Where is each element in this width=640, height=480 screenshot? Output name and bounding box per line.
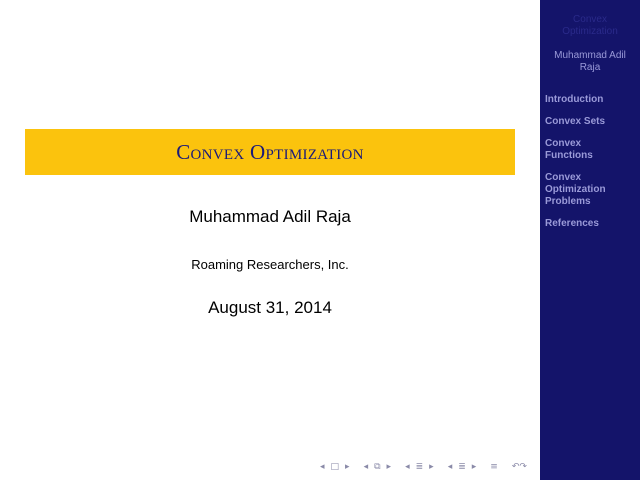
slide-title: Convex Optimization — [176, 139, 364, 164]
frame-icon[interactable]: □ — [330, 462, 340, 472]
sidebar-item-convex-functions[interactable] — [545, 138, 637, 162]
frame-prev-icon[interactable]: ◂ — [320, 462, 325, 472]
sidebar-item-convex-sets[interactable] — [545, 116, 637, 128]
beamer-navigation-controls — [318, 462, 529, 472]
subsection-prev-icon[interactable]: ◂ — [447, 462, 453, 472]
subsection-icon[interactable]: ≣ — [458, 462, 466, 472]
search-back-forward-icon[interactable]: ↶↷ — [511, 462, 527, 472]
sidebar-author-line: Raja — [579, 62, 601, 73]
sidebar-title-line: Convex — [573, 14, 607, 25]
sidebar-item-label: Functions — [545, 150, 593, 161]
sidebar-item-label: Convex Sets — [545, 116, 606, 127]
frame-next-icon[interactable]: ▸ — [345, 462, 350, 472]
sidebar-author-line: Muhammad Adil — [554, 50, 626, 61]
sidebar-title[interactable] — [540, 14, 640, 38]
sidebar-item-convex-optimization-problems[interactable] — [545, 172, 637, 208]
sidebar-item-introduction[interactable] — [545, 94, 637, 106]
sidebar-author — [540, 50, 640, 74]
sidebar-item-label: Optimization — [545, 184, 606, 195]
subframe-prev-icon[interactable]: ◂ — [363, 462, 369, 472]
slide-author: Muhammad Adil Raja — [189, 207, 351, 226]
sidebar-item-label: Problems — [545, 196, 591, 207]
sidebar-nav — [545, 94, 637, 240]
sidebar-item-references[interactable] — [545, 218, 637, 230]
subframe-next-icon[interactable]: ▸ — [386, 462, 392, 472]
align-icon[interactable]: ≡ — [490, 462, 498, 472]
sidebar-item-label: References — [545, 218, 599, 229]
sidebar-item-label: Convex — [545, 172, 582, 183]
sidebar-title-line: Optimization — [562, 26, 618, 37]
sidebar-item-label: Introduction — [545, 94, 604, 105]
section-icon[interactable]: ≣ — [415, 462, 424, 472]
slide-institute: Roaming Researchers, Inc. — [191, 257, 349, 272]
sidebar-item-label: Convex — [545, 138, 582, 149]
section-next-icon[interactable]: ▸ — [429, 462, 434, 472]
subsection-next-icon[interactable]: ▸ — [471, 462, 477, 472]
sidebar — [540, 0, 640, 480]
subframe-icon[interactable]: ⧉ — [374, 462, 381, 472]
section-prev-icon[interactable]: ◂ — [405, 462, 410, 472]
title-bar — [25, 129, 515, 175]
slide-date: August 31, 2014 — [208, 298, 332, 317]
